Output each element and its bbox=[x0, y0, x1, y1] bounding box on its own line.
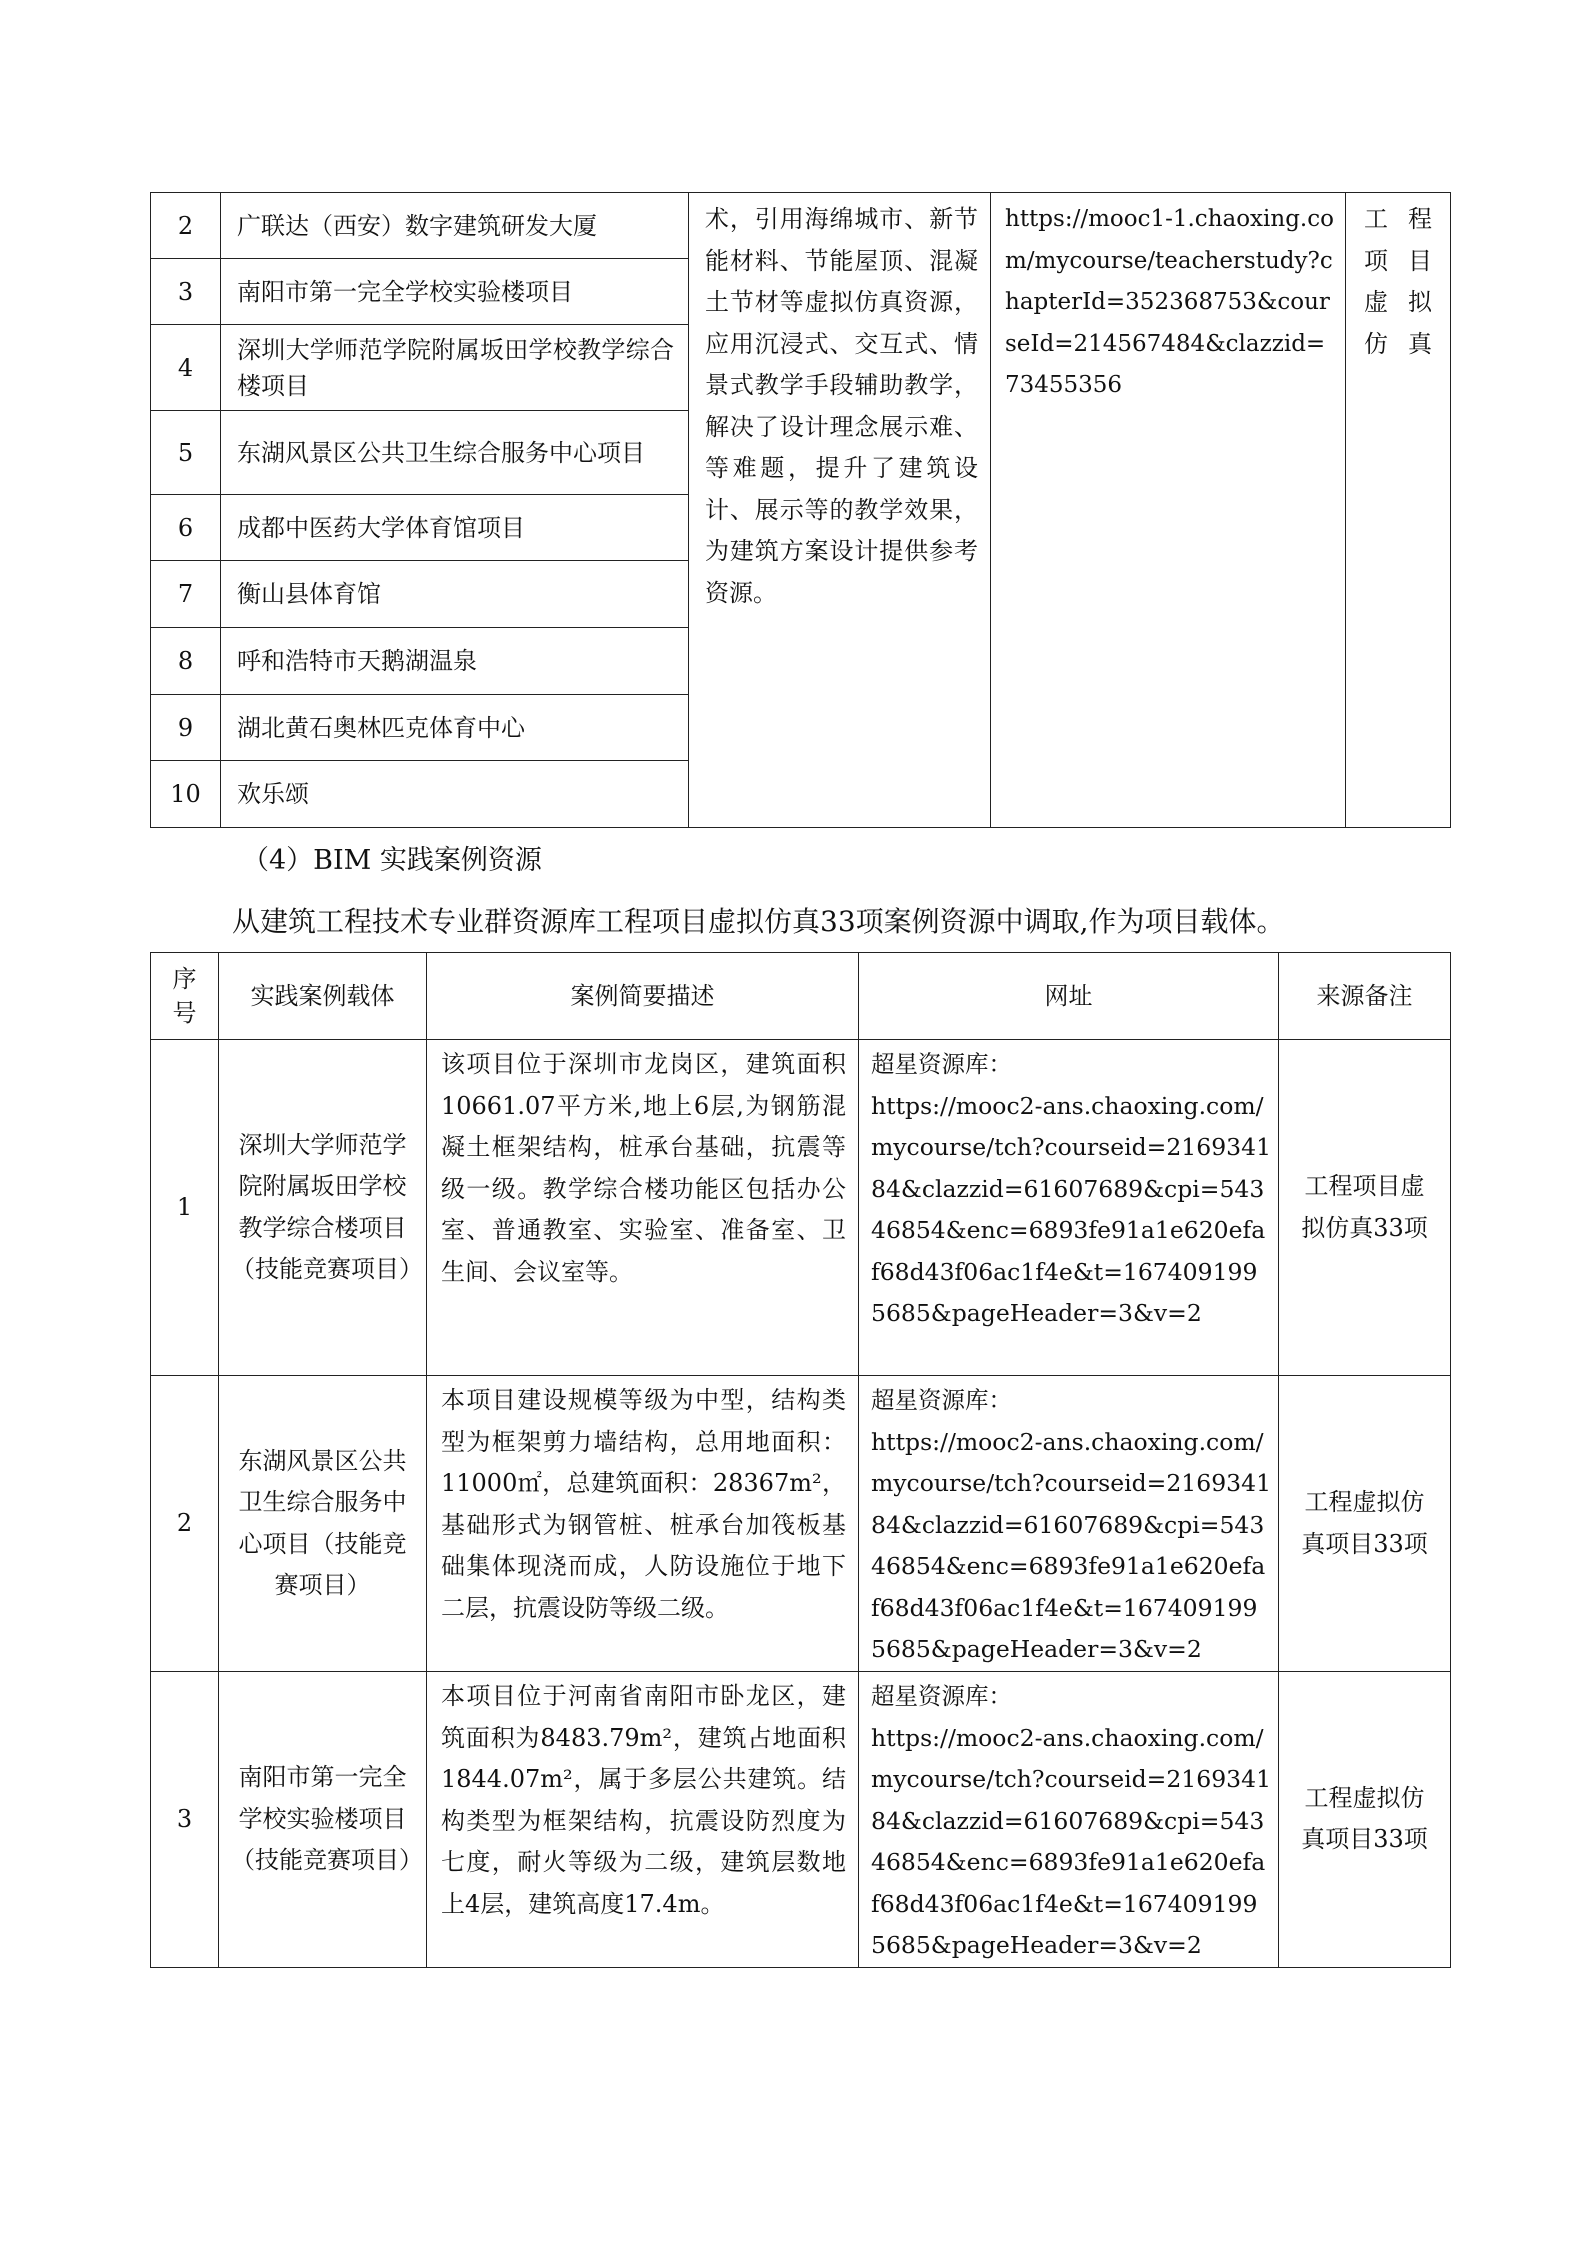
project-name: 南阳市第一完全学校实验楼项目 bbox=[221, 259, 689, 325]
case-description: 本项目建设规模等级为中型，结构类型为框架剪力墙结构，总用地面积：11000㎡，总建筑面积：28367m²，基础形式为钢管桩、桩承台加筏板基础集体现浇而成，人防设施位于地下二层，抗震设防等级二级。 bbox=[427, 1376, 859, 1672]
case-url-cell bbox=[859, 1040, 1279, 1376]
url-label: 超星资源库： bbox=[871, 1386, 1012, 1414]
case-description: 该项目位于深圳市龙岗区，建筑面积10661.07平方米,地上6层,为钢筋混凝土框架结构，桩承台基础，抗震等级一级。教学综合楼功能区包括办公室、普通教室、实验室、准备室、卫生间、会议室等。 bbox=[427, 1040, 859, 1376]
header-url: 网址 bbox=[859, 953, 1279, 1040]
case-carrier: 深圳大学师范学院附属坂田学校教学综合楼项目（技能竞赛项目） bbox=[219, 1040, 427, 1376]
row-number: 5 bbox=[151, 411, 221, 495]
case-url[interactable]: https://mooc2-ans.chaoxing.com/mycourse/tch?courseid=216934184&clazzid=61607689&cpi=54346854&enc=6893fe91a1e620efaf68d43f06ac1f4e&t=1674091995685&pageHeader=3&v=2 bbox=[871, 1427, 1272, 1663]
table-row bbox=[151, 193, 1451, 259]
case-number: 3 bbox=[151, 1672, 219, 1968]
intro-paragraph: 从建筑工程技术专业群资源库工程项目虚拟仿真33项案例资源中调取,作为项目载体。 bbox=[232, 905, 1285, 938]
case-number: 1 bbox=[151, 1040, 219, 1376]
url-label: 超星资源库： bbox=[871, 1682, 1012, 1710]
row-number: 8 bbox=[151, 628, 221, 695]
case-source: 工程虚拟仿真项目33项 bbox=[1279, 1376, 1451, 1672]
table-row bbox=[151, 1672, 1451, 1968]
section-heading: （4）BIM 实践案例资源 bbox=[242, 845, 542, 876]
case-source: 工程虚拟仿真项目33项 bbox=[1279, 1672, 1451, 1968]
url-label: 超星资源库： bbox=[871, 1050, 1012, 1078]
bim-case-table bbox=[150, 952, 1451, 1968]
project-name: 成都中医药大学体育馆项目 bbox=[221, 495, 689, 561]
project-name: 东湖风景区公共卫生综合服务中心项目 bbox=[221, 411, 689, 495]
case-number: 2 bbox=[151, 1376, 219, 1672]
case-description: 本项目位于河南省南阳市卧龙区，建筑面积为8483.79m²，建筑占地面积1844.07m²，属于多层公共建筑。结构类型为框架结构，抗震设防烈度为七度，耐火等级为二级，建筑层数地上4层，建筑高度17.4m。 bbox=[427, 1672, 859, 1968]
table-row bbox=[151, 1040, 1451, 1376]
header-carrier: 实践案例载体 bbox=[219, 953, 427, 1040]
row-number: 9 bbox=[151, 695, 221, 761]
case-url-cell bbox=[859, 1376, 1279, 1672]
project-name: 广联达（西安）数字建筑研发大厦 bbox=[221, 193, 689, 259]
case-carrier: 东湖风景区公共卫生综合服务中心项目（技能竞赛项目） bbox=[219, 1376, 427, 1672]
case-url[interactable]: https://mooc2-ans.chaoxing.com/mycourse/tch?courseid=216934184&clazzid=61607689&cpi=54346854&enc=6893fe91a1e620efaf68d43f06ac1f4e&t=1674091995685&pageHeader=3&v=2 bbox=[871, 1091, 1272, 1327]
project-name: 深圳大学师范学院附属坂田学校教学综合楼项目 bbox=[221, 325, 689, 411]
table-row bbox=[151, 1376, 1451, 1672]
row-number: 10 bbox=[151, 761, 221, 828]
row-number: 4 bbox=[151, 325, 221, 411]
case-url-cell bbox=[859, 1672, 1279, 1968]
course-url[interactable]: https://mooc1-1.chaoxing.com/mycourse/teacherstudy?chapterId=352368753&courseId=214567484&clazzid=73455356 bbox=[991, 193, 1346, 828]
table-header-row bbox=[151, 953, 1451, 1040]
header-source: 来源备注 bbox=[1279, 953, 1451, 1040]
header-no: 序号 bbox=[151, 953, 219, 1040]
project-name: 欢乐颂 bbox=[221, 761, 689, 828]
project-name: 呼和浩特市天鹅湖温泉 bbox=[221, 628, 689, 695]
row-number: 7 bbox=[151, 561, 221, 628]
case-carrier: 南阳市第一完全学校实验楼项目（技能竞赛项目） bbox=[219, 1672, 427, 1968]
row-number: 3 bbox=[151, 259, 221, 325]
project-name: 湖北黄石奥林匹克体育中心 bbox=[221, 695, 689, 761]
header-desc: 案例简要描述 bbox=[427, 953, 859, 1040]
source-note: 工程项目虚拟仿真 bbox=[1346, 193, 1451, 828]
project-table bbox=[150, 192, 1451, 828]
row-number: 2 bbox=[151, 193, 221, 259]
case-url[interactable]: https://mooc2-ans.chaoxing.com/mycourse/tch?courseid=216934184&clazzid=61607689&cpi=54346854&enc=6893fe91a1e620efaf68d43f06ac1f4e&t=1674091995685&pageHeader=3&v=2 bbox=[871, 1723, 1272, 1959]
project-description: 术，引用海绵城市、新节能材料、节能屋顶、混凝土节材等虚拟仿真资源，应用沉浸式、交互式、情景式教学手段辅助教学，解决了设计理念展示难、等难题，提升了建筑设计、展示等的教学效果，为建筑方案设计提供参考资源。 bbox=[689, 193, 991, 828]
row-number: 6 bbox=[151, 495, 221, 561]
project-name: 衡山县体育馆 bbox=[221, 561, 689, 628]
case-source: 工程项目虚拟仿真33项 bbox=[1279, 1040, 1451, 1376]
